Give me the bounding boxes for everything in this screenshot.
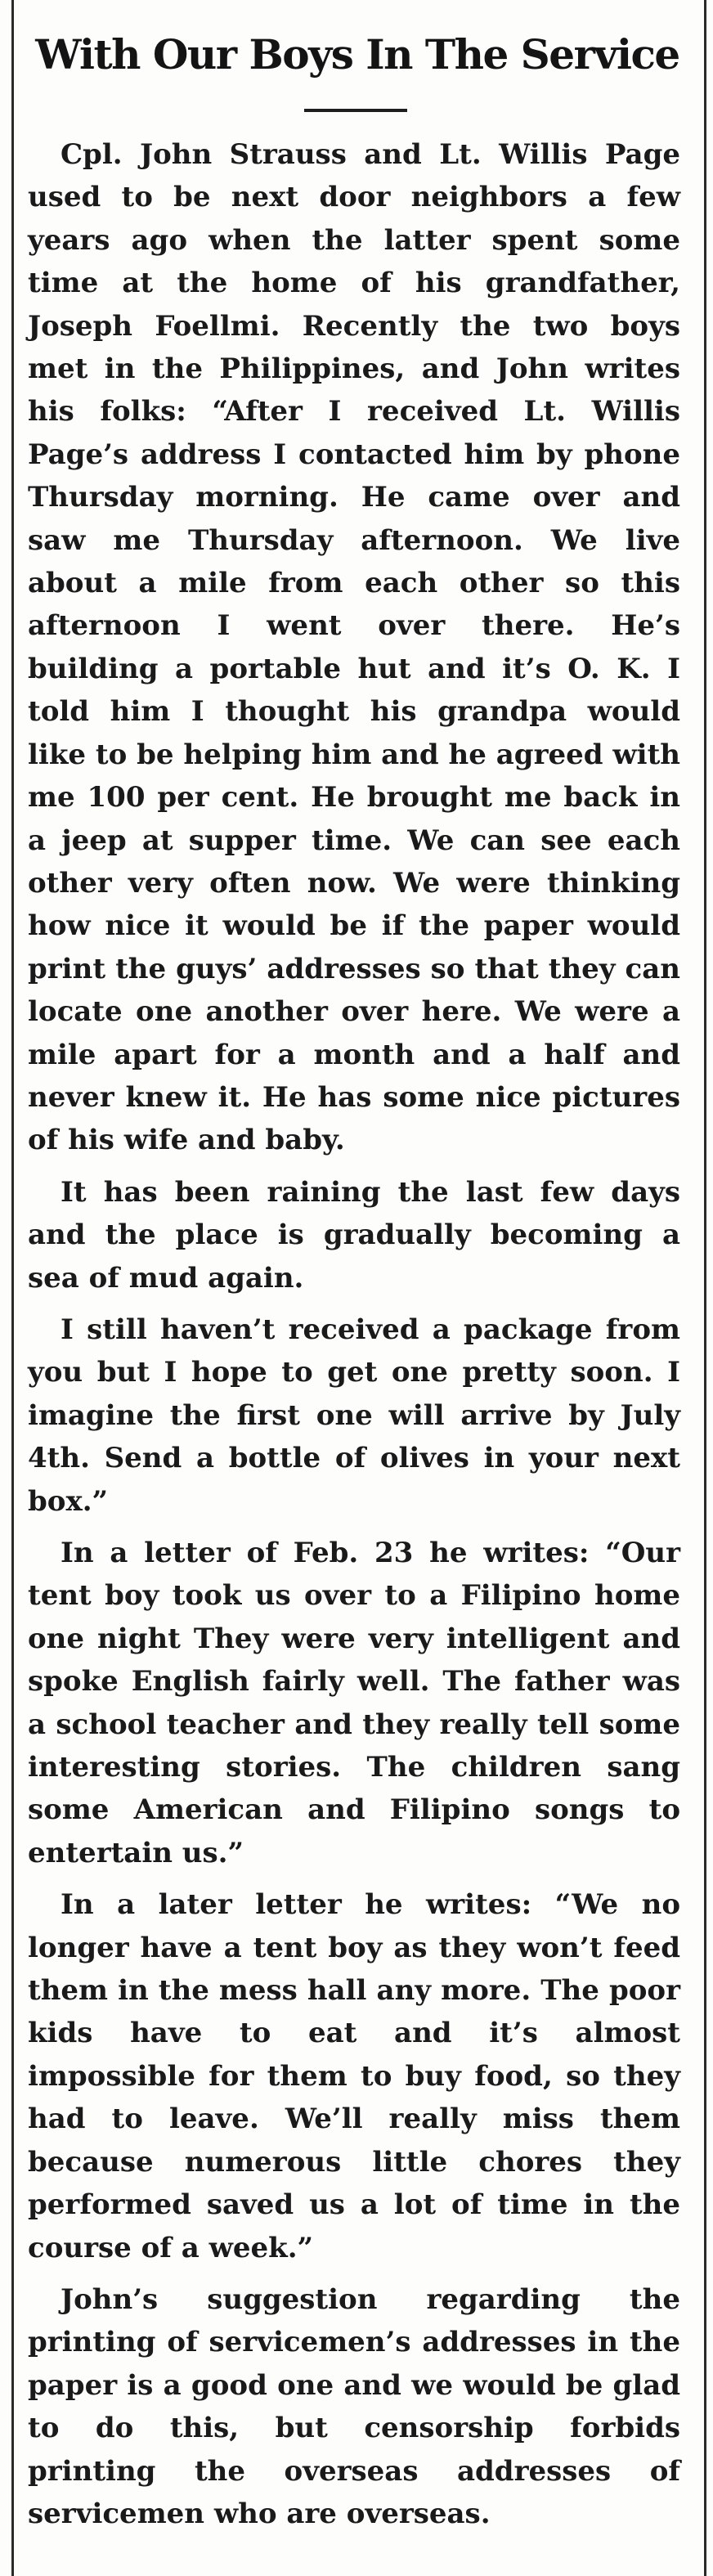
paragraph-1: Cpl. John Strauss and Lt. Willis Page used to be next door neighbors a few years ago when the latter spent some time at the home of his grandfather, Joseph Foellmi. Recently the two boys met in the Philippines, and John writes his folks: “After I received Lt. Willis Page’s address I contacted him by phone Thursday morning. He came over and saw me Thursday afternoon. We live about a mile from each other so this afternoon I went over there. He’s building a portable hut and it’s O. K. I told him I thought his grandpa would like to be helping him and he agreed with me 100 per cent. He brought me back in a jeep at supper time. We can see each other very often now. We were thinking how nice it would be if the paper would print the guys’ addresses so that they can locate one another over here. We were a mile apart for a month and a half and never knew it. He has some nice pictures of his wife and baby.	[28, 138, 680, 1157]
paragraph-2: It has been raining the last few days and the place is gradually becoming a sea of mud again.	[28, 1175, 680, 1295]
paragraph-4: In a letter of Feb. 23 he writes: “Our tent boy took us over to a Filipino home one night They were very intelligent and spoke English fairly well. The father was a school teacher and they really tell some interesting stories. The children sang some American and Filipino songs to entertain us.”	[28, 1537, 680, 1869]
article-body	[28, 133, 680, 2535]
paragraph-3: I still haven’t received a package from you but I hope to get one pretty soon. I imagine the first one will arrive by July 4th. Send a bottle of olives in your next box.”	[28, 1313, 680, 1518]
left-column-rule	[11, 0, 14, 2576]
right-column-rule	[704, 0, 706, 2576]
headline-divider	[304, 109, 407, 112]
paragraph-6: John’s suggestion regarding the printing of servicemen’s addresses in the paper is a good one and we would be glad to do this, but censorship forbids printing the overseas addresses of servicemen who are overseas.	[28, 2282, 680, 2530]
headline: With Our Boys In The Service	[35, 30, 679, 79]
paragraph-5: In a later letter he writes: “We no longer have a tent boy as they won’t feed them in the mess hall any more. The poor kids have to eat and it’s almost impossible for them to buy food, so they had to leave. We’ll really miss them because numerous little chores they performed saved us a lot of time in the course of a week.”	[28, 1888, 680, 2264]
